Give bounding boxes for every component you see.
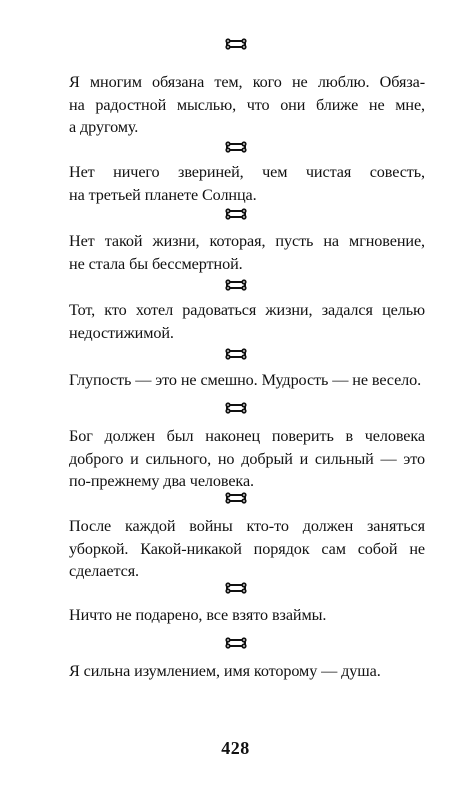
ornament-divider-icon (224, 346, 248, 362)
quote-line: на радостной мыслью, что они ближе не мне, (69, 95, 425, 114)
ornament-divider-icon (224, 36, 248, 52)
quote-4 (69, 299, 425, 344)
quote-line: Нет ничего звериней, чем чистая совесть, (69, 163, 425, 181)
quote-line: сделается. (69, 562, 140, 580)
quote-line: Я сильна изумлением, имя которому — душа. (69, 662, 381, 680)
page-number: 428 (221, 738, 250, 758)
quote-line: уборкой. Какой-никакой порядок сам собой не (69, 539, 425, 558)
ornament-divider-icon (224, 635, 248, 651)
ornament-divider-icon (224, 580, 248, 596)
quote-line: а другому. (69, 118, 139, 136)
quote-line: Глупость — это не смешно. Мудрость — не весело. (69, 371, 422, 389)
quote-line: на третьей планете Солнца. (69, 185, 257, 204)
quote-3 (69, 230, 425, 275)
quote-line: Нет такой жизни, которая, пусть на мгновение, (69, 232, 425, 250)
quote-7 (69, 515, 425, 583)
ornament-divider-icon (224, 206, 248, 222)
ornament-divider-icon (224, 490, 248, 506)
quote-line: Бог должен был наконец поверить в человека (69, 427, 425, 445)
quote-line: недостижимой. (69, 323, 174, 342)
quote-9 (69, 660, 425, 683)
quote-line: Тот, кто хотел радоваться жизни, задался целью (69, 301, 425, 319)
ornament-divider-icon (224, 400, 248, 416)
quote-6 (69, 425, 425, 493)
quote-2 (69, 161, 425, 206)
ornament-divider-icon (224, 277, 248, 293)
quote-line: доброго и сильного, но добрый и сильный — это (69, 449, 425, 468)
quote-line: по-прежнему два человека. (69, 472, 254, 490)
quote-line: Ничто не подарено, все взято взаймы. (69, 606, 327, 624)
ornament-divider-icon (224, 139, 248, 155)
quote-1 (69, 71, 425, 139)
quote-line: Я многим обязана тем, кого не люблю. Обяза- (69, 73, 425, 91)
quote-5 (69, 369, 425, 392)
quote-8 (69, 604, 425, 627)
quote-line: не стала бы бессмертной. (69, 254, 243, 273)
quote-line: После каждой войны кто-то должен заняться (69, 517, 425, 535)
